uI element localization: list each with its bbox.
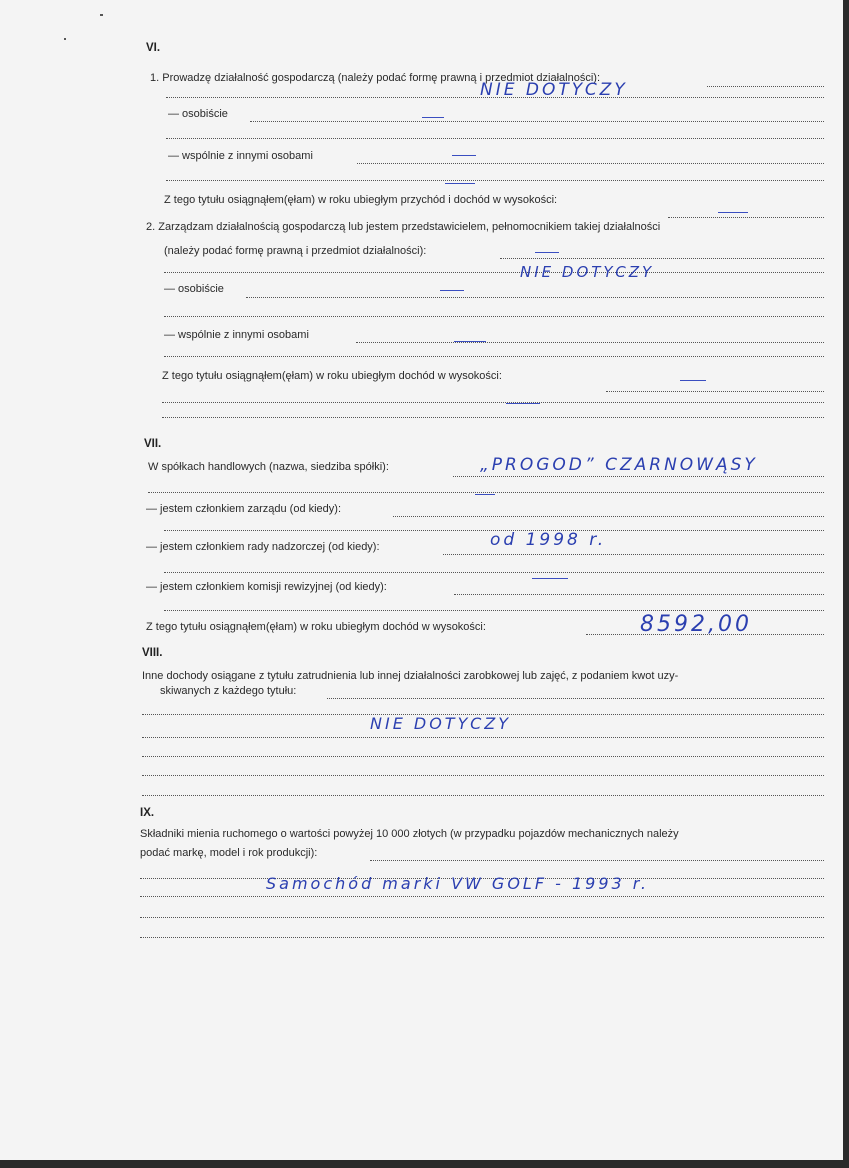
s7-income-handwritten-answer: 8592,00 <box>640 612 752 637</box>
osobiscie2-label: — osobiście <box>164 283 224 295</box>
dotted-line <box>606 391 824 392</box>
rada-handwritten-answer: od 1998 r. <box>490 530 607 550</box>
handwritten-dash <box>535 252 559 253</box>
income2-label: Z tego tytułu osiągnąłem(ęłam) w roku ubiegłym dochód w wysokości: <box>162 370 502 382</box>
dotted-line <box>148 492 824 493</box>
osobiscie-label: — osobiście <box>168 108 228 120</box>
s8-label-line2: skiwanych z każdego tytułu: <box>160 685 297 697</box>
scan-speck <box>100 14 103 16</box>
wspolnie2-label: — wspólnie z innymi osobami <box>164 329 309 341</box>
section-vii-heading: VII. <box>144 438 162 450</box>
komisja-label: — jestem członkiem komisji rewizyjnej (od kiedy): <box>146 581 387 593</box>
dotted-line <box>162 417 824 418</box>
dotted-line <box>140 937 824 938</box>
dotted-line <box>164 610 824 611</box>
handwritten-dash <box>532 578 568 579</box>
dotted-line <box>707 86 824 87</box>
dotted-line <box>164 316 824 317</box>
s8-handwritten-answer: NIE DOTYCZY <box>370 714 511 733</box>
handwritten-dash <box>445 183 475 184</box>
s8-label-line1: Inne dochody osiągane z tytułu zatrudnienia lub innej działalności zarobkowej lub zajęć, z podaniem kwot uzy- <box>142 670 679 682</box>
section-viii-heading: VIII. <box>142 647 163 659</box>
q2-label-line2: (należy podać formę prawną i przedmiot działalności): <box>164 245 427 257</box>
dotted-line <box>393 516 824 517</box>
handwritten-dash <box>475 494 495 495</box>
section-vi-heading: VI. <box>146 42 161 54</box>
income1-label: Z tego tytułu osiągnąłem(ęłam) w roku ubiegłym przychód i dochód w wysokości: <box>164 194 558 206</box>
dotted-line <box>162 402 824 403</box>
dotted-line <box>166 180 824 181</box>
dotted-line <box>357 163 824 164</box>
dotted-line <box>250 121 824 122</box>
dotted-line <box>327 698 824 699</box>
dotted-line <box>142 775 824 776</box>
zarzad-label: — jestem członkiem zarządu (od kiedy): <box>146 503 342 515</box>
handwritten-dash <box>452 155 476 156</box>
dotted-line <box>356 342 824 343</box>
dotted-line <box>140 896 824 897</box>
q2-handwritten-answer: NIE DOTYCZY <box>520 263 655 281</box>
dotted-line <box>246 297 824 298</box>
s7-income-label: Z tego tytułu osiągnąłem(ęłam) w roku ubiegłym dochód w wysokości: <box>146 621 486 633</box>
s9-label-line2: podać markę, model i rok produkcji): <box>140 847 318 859</box>
dotted-line <box>454 594 824 595</box>
dotted-line <box>453 476 824 477</box>
dotted-line <box>164 272 824 273</box>
q1-label: 1. Prowadzę działalność gospodarczą (należy podać formę prawną i przedmiot działalności): <box>150 72 601 84</box>
dotted-line <box>142 795 824 796</box>
companies-label: W spółkach handlowych (nazwa, siedziba spółki): <box>148 461 389 473</box>
dotted-line <box>443 554 824 555</box>
dotted-line <box>142 737 824 738</box>
companies-handwritten-answer: „PROGOD” CZARNOWĄSY <box>480 455 758 475</box>
dotted-line <box>164 572 824 573</box>
dotted-line <box>142 756 824 757</box>
rada-label: — jestem członkiem rady nadzorczej (od kiedy): <box>146 541 380 553</box>
s9-handwritten-answer: Samochód marki VW GOLF - 1993 r. <box>266 874 649 893</box>
dotted-line <box>370 860 824 861</box>
handwritten-dash <box>680 380 706 381</box>
scan-speck <box>64 38 66 40</box>
q2-label-line1: 2. Zarządzam działalnością gospodarczą lub jestem przedstawicielem, pełnomocnikiem takiej działalności <box>146 221 661 233</box>
wspolnie-label: — wspólnie z innymi osobami <box>168 150 313 162</box>
handwritten-dash <box>454 341 486 342</box>
section-ix-heading: IX. <box>140 807 155 819</box>
dotted-line <box>166 138 824 139</box>
q1-handwritten-answer: NIE DOTYCZY <box>480 80 628 100</box>
handwritten-dash <box>422 117 444 118</box>
dotted-line <box>164 356 824 357</box>
dotted-line <box>140 917 824 918</box>
dotted-line <box>500 258 824 259</box>
s9-label-line1: Składniki mienia ruchomego o wartości powyżej 10 000 złotych (w przypadku pojazdów mechanicznych należy <box>140 828 679 840</box>
handwritten-dash <box>440 290 464 291</box>
handwritten-dash <box>718 212 748 213</box>
dotted-line <box>668 217 824 218</box>
handwritten-dash <box>506 403 540 404</box>
